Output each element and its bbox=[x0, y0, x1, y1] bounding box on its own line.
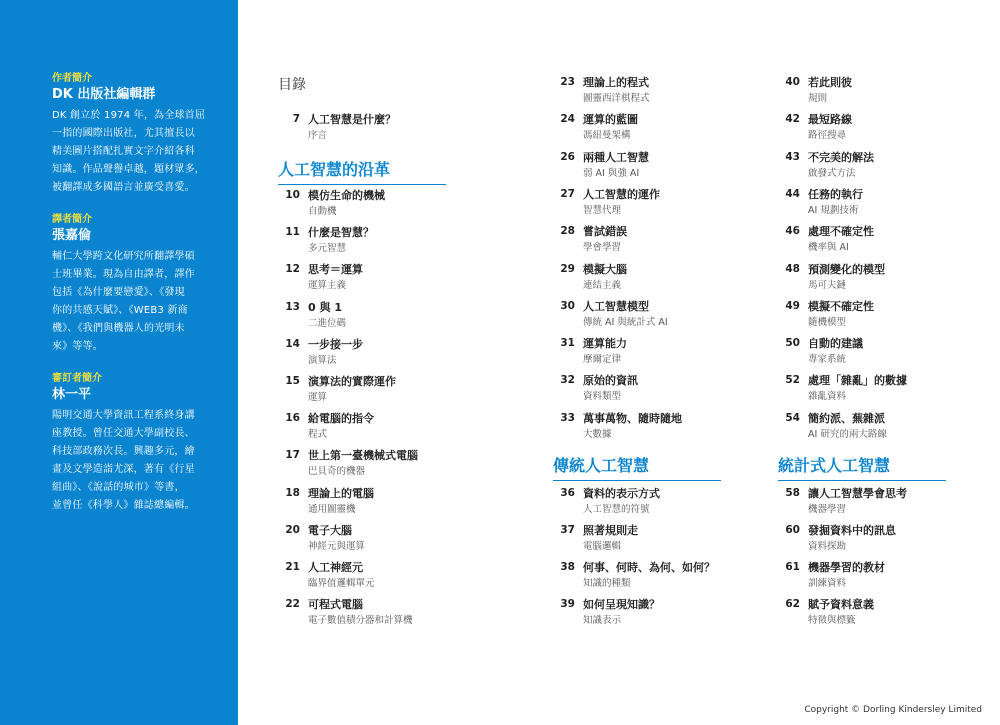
page-number: 58 bbox=[785, 487, 800, 499]
page-number: 21 bbox=[285, 561, 300, 573]
translator-bio-line: 士班畢業。現為自由譯者，譯作 bbox=[52, 269, 195, 280]
entry-title: 最短路線 bbox=[808, 113, 852, 126]
entry-title: 發掘資料中的訊息 bbox=[808, 524, 896, 537]
entry-subtitle: 電子數值積分器和計算機 bbox=[308, 615, 413, 626]
entry-title: 自動的建議 bbox=[808, 337, 863, 350]
entry-title: 理論上的電腦 bbox=[308, 487, 374, 500]
entry-subtitle: 弱 AI 與強 AI bbox=[583, 168, 640, 179]
entry-title: 模擬大腦 bbox=[583, 263, 627, 276]
entry-title: 不完美的解法 bbox=[808, 151, 874, 164]
entry-subtitle: 人工智慧的符號 bbox=[583, 504, 650, 515]
entry-subtitle: 多元智慧 bbox=[308, 243, 347, 254]
entry-title: 兩種人工智慧 bbox=[583, 151, 649, 164]
entry-subtitle: 臨界值邏輯單元 bbox=[308, 578, 375, 589]
entry-subtitle: 啟發式方法 bbox=[808, 168, 856, 179]
page-number: 7 bbox=[292, 113, 300, 125]
page-number: 32 bbox=[560, 374, 575, 386]
entry-title: 資料的表示方式 bbox=[583, 487, 660, 500]
page-number: 15 bbox=[285, 375, 300, 387]
entry-title: 0 與 1 bbox=[308, 301, 342, 314]
entry-subtitle: 連結主義 bbox=[583, 280, 622, 291]
reviewer-bio-line: 組曲》、《說話的城市》等書， bbox=[52, 482, 185, 493]
entry-subtitle: 資料類型 bbox=[583, 391, 622, 402]
page-number: 33 bbox=[560, 412, 575, 424]
entry-subtitle: 規則 bbox=[808, 93, 828, 104]
reviewer-bio-line: 畫及文學造詣尤深，著有《行星 bbox=[52, 464, 195, 475]
reviewer-bio-line: 科技部政務次長。興趣多元，繪 bbox=[52, 446, 195, 457]
copyright-notice: Copyright © Dorling Kindersley Limited bbox=[804, 705, 982, 715]
entry-title: 處理「雜亂」的數據 bbox=[808, 374, 907, 387]
page-number: 27 bbox=[560, 188, 575, 200]
page-number: 50 bbox=[785, 337, 800, 349]
page-number: 31 bbox=[560, 337, 575, 349]
section-heading: 人工智慧的沿革 bbox=[278, 159, 446, 185]
entry-subtitle: 大數據 bbox=[583, 429, 612, 440]
author-label: 作者簡介 bbox=[52, 73, 92, 84]
page-number: 36 bbox=[560, 487, 575, 499]
entry-subtitle: 電腦邏輯 bbox=[583, 541, 622, 552]
translator-section bbox=[52, 213, 217, 356]
page-number: 42 bbox=[785, 113, 800, 125]
page-number: 13 bbox=[285, 301, 300, 313]
entry-subtitle: 資料探勘 bbox=[808, 541, 847, 552]
entry-subtitle: 特徵與標籤 bbox=[808, 615, 856, 626]
entry-title: 若此則彼 bbox=[808, 76, 852, 89]
entry-subtitle: AI 研究的兩大路線 bbox=[808, 429, 887, 440]
entry-subtitle: 運算主義 bbox=[308, 280, 347, 291]
page-number: 16 bbox=[285, 412, 300, 424]
section-heading: 統計式人工智慧 bbox=[778, 455, 946, 481]
entry-title: 一步接一步 bbox=[308, 338, 363, 351]
toc-title: 目錄 bbox=[278, 77, 306, 93]
entry-subtitle: 智慧代理 bbox=[583, 205, 622, 216]
reviewer-name: 林一平 bbox=[52, 387, 92, 402]
entry-subtitle: 序言 bbox=[308, 130, 328, 141]
entry-subtitle: 自動機 bbox=[308, 206, 337, 217]
reviewer-bio-line: 陽明交通大學資訊工程系終身講 bbox=[52, 410, 195, 421]
entry-title: 運算能力 bbox=[583, 337, 627, 350]
entry-subtitle: 雜亂資料 bbox=[808, 391, 847, 402]
entry-title: 何事、何時、為何、如何？ bbox=[583, 561, 715, 574]
page-number: 61 bbox=[785, 561, 800, 573]
entry-subtitle: 運算 bbox=[308, 392, 328, 403]
translator-bio-line: 包括《為什麼要戀愛》、《發現 bbox=[52, 287, 185, 298]
entry-title: 思考＝運算 bbox=[308, 263, 363, 276]
entry-subtitle: 知識的種類 bbox=[583, 578, 631, 589]
entry-title: 照著規則走 bbox=[583, 524, 638, 537]
entry-title: 嘗試錯誤 bbox=[583, 225, 627, 238]
entry-subtitle: 圖靈西洋棋程式 bbox=[583, 93, 650, 104]
entry-title: 任務的執行 bbox=[808, 188, 863, 201]
page-number: 44 bbox=[785, 188, 800, 200]
page-number: 11 bbox=[285, 226, 300, 238]
entry-title: 原始的資訊 bbox=[583, 374, 638, 387]
entry-subtitle: 專家系統 bbox=[808, 354, 847, 365]
page-number: 43 bbox=[785, 151, 800, 163]
entry-subtitle: 馮紐曼架構 bbox=[583, 130, 631, 141]
page-number: 60 bbox=[785, 524, 800, 536]
entry-title: 演算法的實際運作 bbox=[308, 375, 396, 388]
entry-title: 人工神經元 bbox=[308, 561, 363, 574]
page-number: 40 bbox=[785, 76, 800, 88]
page-number: 12 bbox=[285, 263, 300, 275]
page-number: 52 bbox=[785, 374, 800, 386]
page-number: 38 bbox=[560, 561, 575, 573]
entry-title: 可程式電腦 bbox=[308, 598, 363, 611]
author-bio bbox=[52, 107, 217, 197]
entry-title: 機器學習的教材 bbox=[808, 561, 885, 574]
entry-subtitle: 摩爾定律 bbox=[583, 354, 622, 365]
entry-title: 模擬不確定性 bbox=[808, 300, 874, 313]
author-bio-line: 一指的國際出版社，尤其擅長以 bbox=[52, 128, 195, 139]
page-number: 37 bbox=[560, 524, 575, 536]
entry-title: 賦予資料意義 bbox=[808, 598, 874, 611]
author-bio-line: DK 創立於 1974 年，為全球首屈 bbox=[52, 110, 206, 121]
translator-bio-line: 你的共感天賦》、《WEB3 新商 bbox=[52, 305, 188, 316]
entry-subtitle: 演算法 bbox=[308, 355, 337, 366]
entry-title: 如何呈現知識？ bbox=[583, 598, 660, 611]
entry-title: 世上第一臺機械式電腦 bbox=[308, 449, 418, 462]
entry-title: 萬事萬物、隨時隨地 bbox=[583, 412, 682, 425]
reviewer-label: 審訂者簡介 bbox=[52, 373, 102, 384]
entry-title: 模仿生命的機械 bbox=[308, 189, 385, 202]
entry-subtitle: 訓練資料 bbox=[808, 578, 847, 589]
page-number: 10 bbox=[285, 189, 300, 201]
section-heading: 傳統人工智慧 bbox=[553, 455, 721, 481]
page-number: 62 bbox=[785, 598, 800, 610]
page-number: 20 bbox=[285, 524, 300, 536]
entry-subtitle: 傳統 AI 與統計式 AI bbox=[583, 317, 668, 328]
entry-subtitle: 路徑搜尋 bbox=[808, 130, 847, 141]
reviewer-bio-line: 並曾任《科學人》雜誌總編輯。 bbox=[52, 500, 195, 511]
author-name: DK 出版社編輯群 bbox=[52, 87, 156, 102]
entry-subtitle: 隨機模型 bbox=[808, 317, 847, 328]
entry-title: 人工智慧的運作 bbox=[583, 188, 660, 201]
page-number: 54 bbox=[785, 412, 800, 424]
reviewer-bio bbox=[52, 407, 217, 515]
page-number: 18 bbox=[285, 487, 300, 499]
page-number: 29 bbox=[560, 263, 575, 275]
translator-bio-line: 輔仁大學跨文化研究所翻譯學碩 bbox=[52, 251, 195, 262]
author-section bbox=[52, 72, 217, 197]
entry-title: 預測變化的模型 bbox=[808, 263, 885, 276]
entry-subtitle: 機率與 AI bbox=[808, 242, 849, 253]
author-bio-line: 知識。作品聲譽卓越，題材眾多， bbox=[52, 164, 205, 175]
page-number: 46 bbox=[785, 225, 800, 237]
page-number: 48 bbox=[785, 263, 800, 275]
entry-subtitle: 通用圖靈機 bbox=[308, 504, 356, 515]
page-number: 22 bbox=[285, 598, 300, 610]
entry-title: 簡約派、蕪雜派 bbox=[808, 412, 885, 425]
page-number: 30 bbox=[560, 300, 575, 312]
translator-label: 譯者簡介 bbox=[52, 214, 92, 225]
entry-title: 處理不確定性 bbox=[808, 225, 874, 238]
entry-title: 運算的藍圖 bbox=[583, 113, 638, 126]
entry-subtitle: 神經元與運算 bbox=[308, 541, 366, 552]
entry-subtitle: 巴貝奇的機器 bbox=[308, 466, 366, 477]
entry-subtitle: 馬可夫鏈 bbox=[808, 280, 847, 291]
page-number: 49 bbox=[785, 300, 800, 312]
entry-title: 什麼是智慧？ bbox=[308, 226, 374, 239]
page-number: 23 bbox=[560, 76, 575, 88]
entry-subtitle: 知識表示 bbox=[583, 615, 622, 626]
reviewer-bio-line: 座教授。曾任交通大學副校長、 bbox=[52, 428, 195, 439]
entry-subtitle: 機器學習 bbox=[808, 504, 847, 515]
page-number: 14 bbox=[285, 338, 300, 350]
translator-name: 張嘉倫 bbox=[52, 228, 92, 243]
entry-subtitle: 學會學習 bbox=[583, 242, 622, 253]
entry-subtitle: 程式 bbox=[308, 429, 328, 440]
page-number: 39 bbox=[560, 598, 575, 610]
entry-title: 人工智慧是什麼？ bbox=[308, 113, 396, 126]
translator-bio-line: 機》、《我們與機器人的光明未 bbox=[52, 323, 185, 334]
entry-title: 讓人工智慧學會思考 bbox=[808, 487, 907, 500]
entry-subtitle: AI 規劃技術 bbox=[808, 205, 859, 216]
author-bio-line: 被翻譯成多國語言並廣受喜愛。 bbox=[52, 182, 195, 193]
translator-bio-line: 來》等等。 bbox=[52, 341, 103, 352]
translator-bio bbox=[52, 248, 217, 356]
entry-title: 給電腦的指令 bbox=[308, 412, 374, 425]
entry-title: 電子大腦 bbox=[308, 524, 352, 537]
reviewer-section bbox=[52, 372, 217, 515]
page-number: 24 bbox=[560, 113, 575, 125]
page-number: 26 bbox=[560, 151, 575, 163]
entry-title: 理論上的程式 bbox=[583, 76, 649, 89]
page-number: 28 bbox=[560, 225, 575, 237]
entry-subtitle: 二進位碼 bbox=[308, 318, 347, 329]
author-bio-line: 精美圖片搭配扎實文字介紹各科 bbox=[52, 146, 195, 157]
sidebar bbox=[0, 0, 238, 725]
entry-title: 人工智慧模型 bbox=[583, 300, 649, 313]
page-number: 17 bbox=[285, 449, 300, 461]
